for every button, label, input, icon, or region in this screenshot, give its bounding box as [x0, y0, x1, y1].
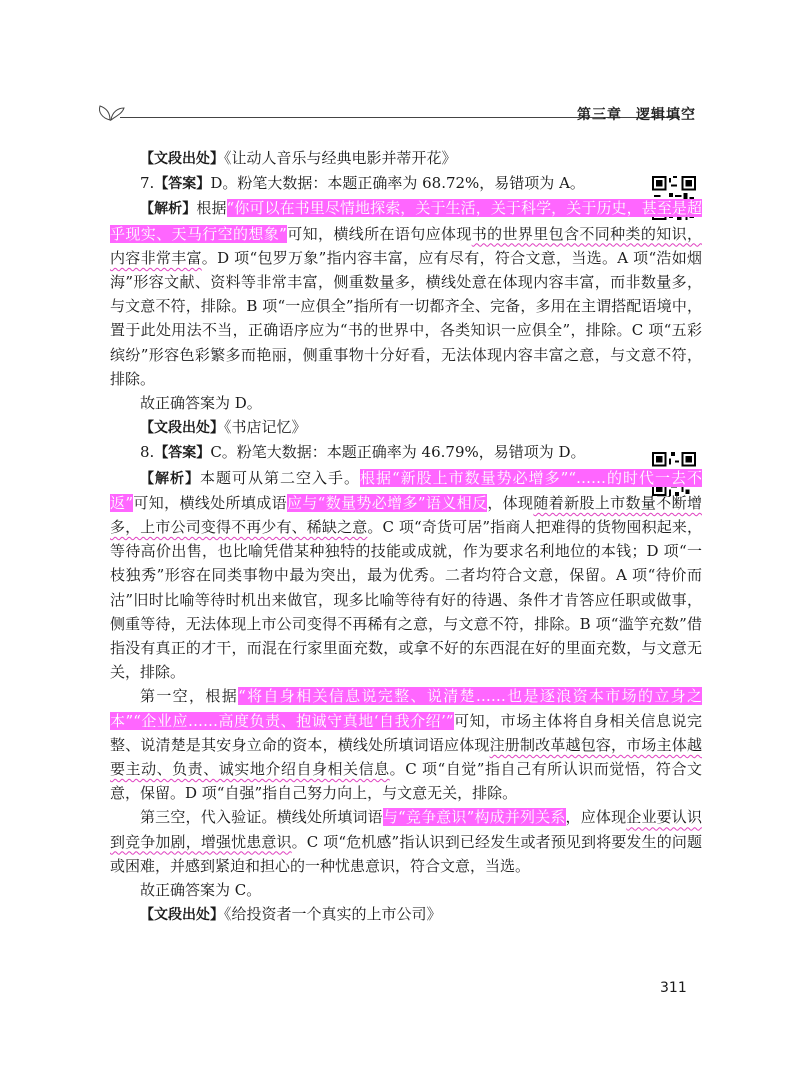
question-number: 8.: [140, 443, 155, 462]
highlighted-quote: 与“竞争意识”构成并列关系: [382, 808, 566, 827]
chapter-heading: [563, 104, 696, 124]
answer-text: C。粉笔大数据：本题正确率为 46.79%，易错项为 D。: [210, 443, 586, 462]
analysis-text: 。D 项“包罗万象”指内容丰富，应有尽有，符合文意，当选。A 项“浩如烟海”形容文献、资料等非常丰富，侧重数量多，横线处意在体现内容丰富，而非数量多，与文意不符，排除。B 项“一应俱全”指所有一切都齐全、完备，多用在主谓搭配语境中，置于此处用法不当，正确语序应为“书的世界中，各类知识一应俱全”，排除。C 项“五彩缤纷”形容色彩繁多而艳丽，侧重事物十分好看，无法体现内容丰富之意，与文意不符，排除。: [110, 248, 702, 388]
analysis-text: 。C 项“危机感”指认识到已经发生或者预见到将要发生的问题或困难，并感到紧迫和担心的一种忧患意识，符合文意，当选。: [110, 832, 702, 875]
explanation-content: [110, 146, 702, 928]
highlighted-quote: “你可以在书里尽情地探索，关于生活，关于科学，关于历史，甚至是超乎现实、天马行空的想象”: [110, 199, 702, 243]
source-line: [110, 415, 702, 440]
question-number: 7.: [140, 174, 155, 193]
source-label: 【文段出处】: [140, 420, 224, 437]
leaf-icon: [96, 102, 126, 122]
analysis-text: 。C 项“自觉”指自己有所认识而觉悟，符合文意，保留。D 项“自强”指自己努力向上，与文意无关，排除。: [110, 760, 702, 803]
underlined-phrase: 书的世界里包含不同种类的知识，内容非常丰富: [110, 224, 702, 267]
conclusion-line: 故正确答案为 D。: [140, 394, 262, 413]
analysis-text: 第三空，代入验证。横线处所填词语: [140, 808, 383, 827]
underlined-phrase: 注册制改革越包容，市场主体越要主动、负责、诚实地介绍自身相关信息: [110, 735, 702, 779]
analysis-text: 本题可从第二空入手。: [200, 468, 360, 487]
chapter-number: 第三章: [577, 107, 622, 123]
analysis-paragraph: [110, 196, 702, 391]
answer-label: 【答案】: [154, 176, 211, 193]
source-label: 【文段出处】: [140, 151, 224, 167]
source-text: 《让动人音乐与经典电影并蒂开花》: [224, 149, 457, 167]
highlighted-quote: 应与“数量势必增多”语义相反: [286, 493, 488, 512]
source-line: [110, 902, 702, 927]
answer-line: [110, 440, 702, 465]
analysis-text: ，应体现: [565, 808, 627, 827]
analysis-text: ，体现: [487, 493, 534, 512]
analysis-paragraph: [110, 684, 702, 805]
answer-text: D。粉笔大数据：本题正确率为 68.72%，易错项为 A。: [210, 174, 585, 193]
analysis-text: 根据: [196, 199, 227, 218]
highlighted-quote: 根据“新股上市数量势必增多”“……的时代一去不返”: [110, 468, 702, 512]
source-text: 《书店记忆》: [224, 418, 307, 437]
analysis-label: 【解析】: [140, 201, 197, 218]
analysis-text: 。C 项“奇货可居”指商人把难得的货物囤积起来，等待高价出售，也比喻凭借某种独特的技能或成就，作为要求名利地位的本钱；D 项“一枝独秀”形容在同类事物中最为突出，最为优秀。二者均符合文意，保留。A 项“待价而沽”旧时比喻等待时机出来做官，现多比喻等待有好的待遇、条件才肯答应任职或做事，侧重等待，无法体现上市公司变得不再稀有之意，与文意不符，排除。B 项“滥竽充数”借指没有真正的才干，而混在行家里面充数，或拿不好的东西混在好的里面充数，与文意无关，排除。: [110, 518, 702, 682]
answer-label: 【答案】: [154, 445, 211, 462]
analysis-paragraph: [110, 805, 702, 878]
highlighted-quote: “将自身相关信息说完整、说清楚……也是逐浪资本市场的立身之本”“企业应……高度负责、抱诚守真地‘自我介绍’”: [110, 687, 702, 730]
analysis-text: 可知，横线处所填成语: [133, 493, 287, 512]
underlined-phrase: 企业要认识到竞争加剧，增强忧患意识: [110, 808, 702, 851]
underlined-phrase: 随着新股上市数量不断增多，上市公司变得不再少有、稀缺之意: [110, 493, 702, 537]
analysis-paragraph: [110, 466, 702, 685]
page-number: 311: [660, 980, 687, 996]
chapter-title: 逻辑填空: [636, 107, 696, 123]
analysis-label: 【解析】: [140, 470, 200, 487]
analysis-text: 第一空，根据: [140, 687, 239, 706]
source-label: 【文段出处】: [140, 907, 224, 924]
answer-line: [110, 171, 702, 196]
conclusion-line: 故正确答案为 C。: [140, 881, 262, 900]
source-line: [110, 146, 702, 171]
analysis-text: 可知，市场主体将自身相关信息说完整、说清楚是其安身立命的资本，横线处所填词语应体现: [110, 711, 702, 754]
analysis-text: 可知，横线所在语句应体现: [286, 224, 472, 243]
source-text: 《给投资者一个真实的上市公司》: [224, 905, 442, 924]
page-header: [96, 96, 696, 136]
